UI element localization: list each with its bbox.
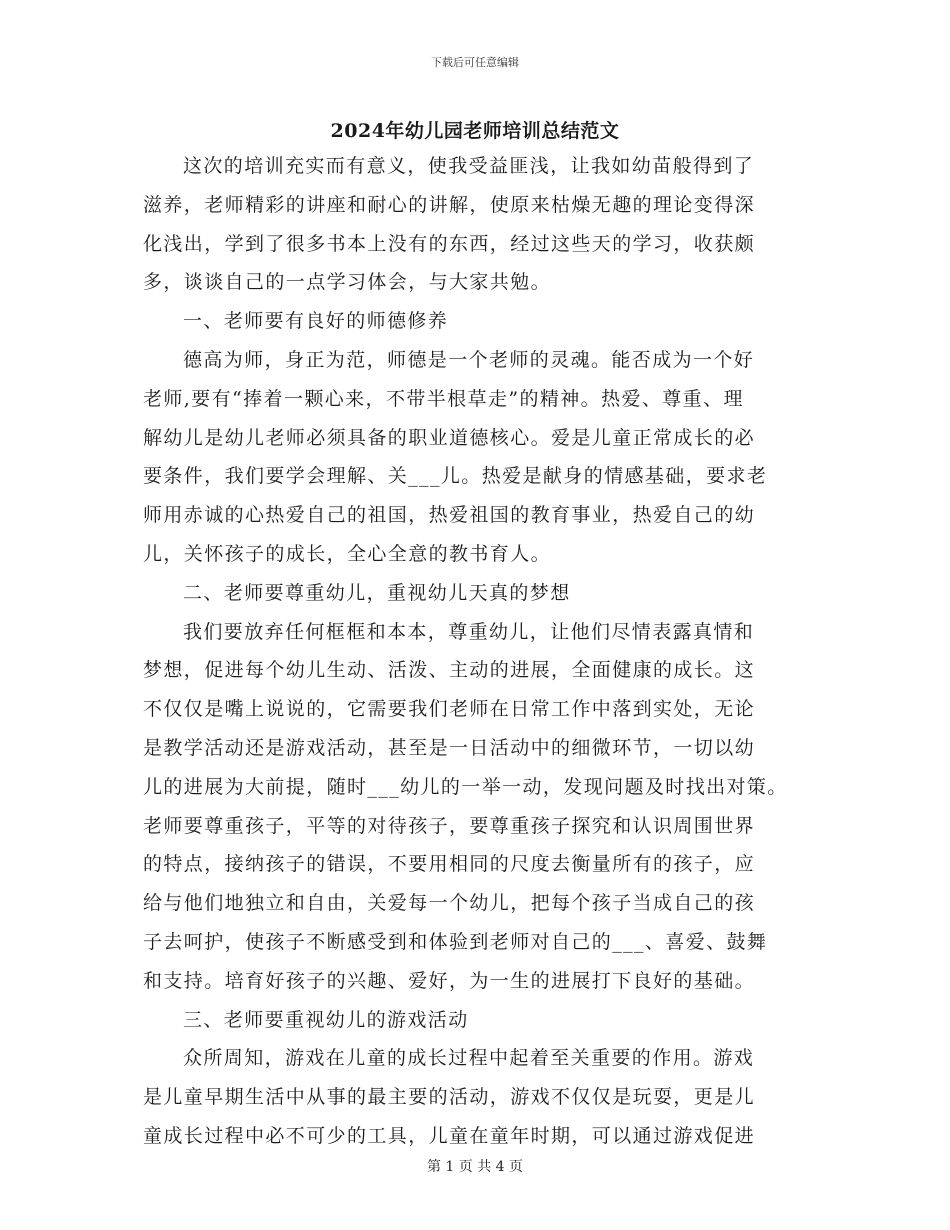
text-line: 化浅出，学到了很多书本上没有的东西，经过这些天的学习，收获颇 bbox=[143, 232, 756, 255]
page-footer: 第 1 页 共 4 页 bbox=[426, 1159, 524, 1175]
text-line: 滋养，老师精彩的讲座和耐心的讲解，使原来枯燥无趣的理论变得深 bbox=[143, 193, 756, 216]
text-line: 三、老师要重视幼儿的游戏活动 bbox=[183, 1008, 469, 1031]
text-line: 是教学活动还是游戏活动，甚至是一日活动中的细微环节，一切以幼 bbox=[143, 736, 756, 759]
text-line: 童成长过程中必不可少的工具，儿童在童年时期，可以通过游戏促进 bbox=[143, 1124, 756, 1147]
text-line: 子去呵护，使孩子不断感受到和体验到老师对自己的___、喜爱、鼓舞 bbox=[143, 930, 768, 953]
text-line: 多，谈谈自己的一点学习体会，与大家共勉。 bbox=[143, 271, 552, 294]
text-line: 我们要放弃任何框框和本本，尊重幼儿，让他们尽情表露真情和 bbox=[183, 620, 755, 643]
text-line: 不仅仅是嘴上说说的，它需要我们老师在日常工作中落到实处，无论 bbox=[143, 698, 756, 721]
text-line: 是儿童早期生活中从事的最主要的活动，游戏不仅仅是玩耍，更是儿 bbox=[143, 1086, 756, 1109]
text-line: 众所周知，游戏在儿童的成长过程中起着至关重要的作用。游戏 bbox=[183, 1047, 755, 1070]
text-line: 师用赤诚的心热爱自己的祖国，热爱祖国的教育事业，热爱自己的幼 bbox=[143, 504, 756, 527]
text-line: 老师,要有“捧着一颗心来，不带半根草走”的精神。热爱、尊重、理 bbox=[143, 387, 744, 410]
text-line: 德高为师，身正为范，师德是一个老师的灵魂。能否成为一个好 bbox=[183, 348, 755, 371]
text-line: 二、老师要尊重幼儿，重视幼儿天真的梦想 bbox=[183, 581, 571, 604]
text-line: 老师要尊重孩子，平等的对待孩子，要尊重孩子探究和认识周围世界 bbox=[143, 814, 756, 837]
document-body bbox=[143, 147, 813, 1156]
text-line: 这次的培训充实而有意义，使我受益匪浅，让我如幼苗般得到了 bbox=[183, 155, 755, 177]
text-line: 给与他们地独立和自由，关爱每一个幼儿，把每个孩子当成自己的孩 bbox=[143, 892, 756, 915]
text-line: 儿的进展为大前提，随时___幼儿的一举一动，发现问题及时找出对策。 bbox=[143, 775, 788, 798]
text-line: 儿，关怀孩子的成长，全心全意的教书育人。 bbox=[143, 542, 552, 565]
text-line: 解幼儿是幼儿老师必须具备的职业道德核心。爱是儿童正常成长的必 bbox=[143, 426, 756, 449]
document-title: 2024年幼儿园老师培训总结范文 bbox=[330, 120, 620, 142]
text-line: 和支持。培育好孩子的兴趣、爱好，为一生的进展打下良好的基础。 bbox=[143, 969, 756, 992]
page-header: 下载后可任意编辑 bbox=[431, 56, 519, 69]
text-line: 一、老师要有良好的师德修养 bbox=[183, 310, 449, 333]
text-line: 梦想，促进每个幼儿生动、活泼、主动的进展，全面健康的成长。这 bbox=[143, 659, 756, 682]
text-line: 的特点，接纳孩子的错误，不要用相同的尺度去衡量所有的孩子，应 bbox=[143, 853, 756, 876]
text-line: 要条件，我们要学会理解、关___儿。热爱是献身的情感基础，要求老 bbox=[143, 465, 768, 488]
